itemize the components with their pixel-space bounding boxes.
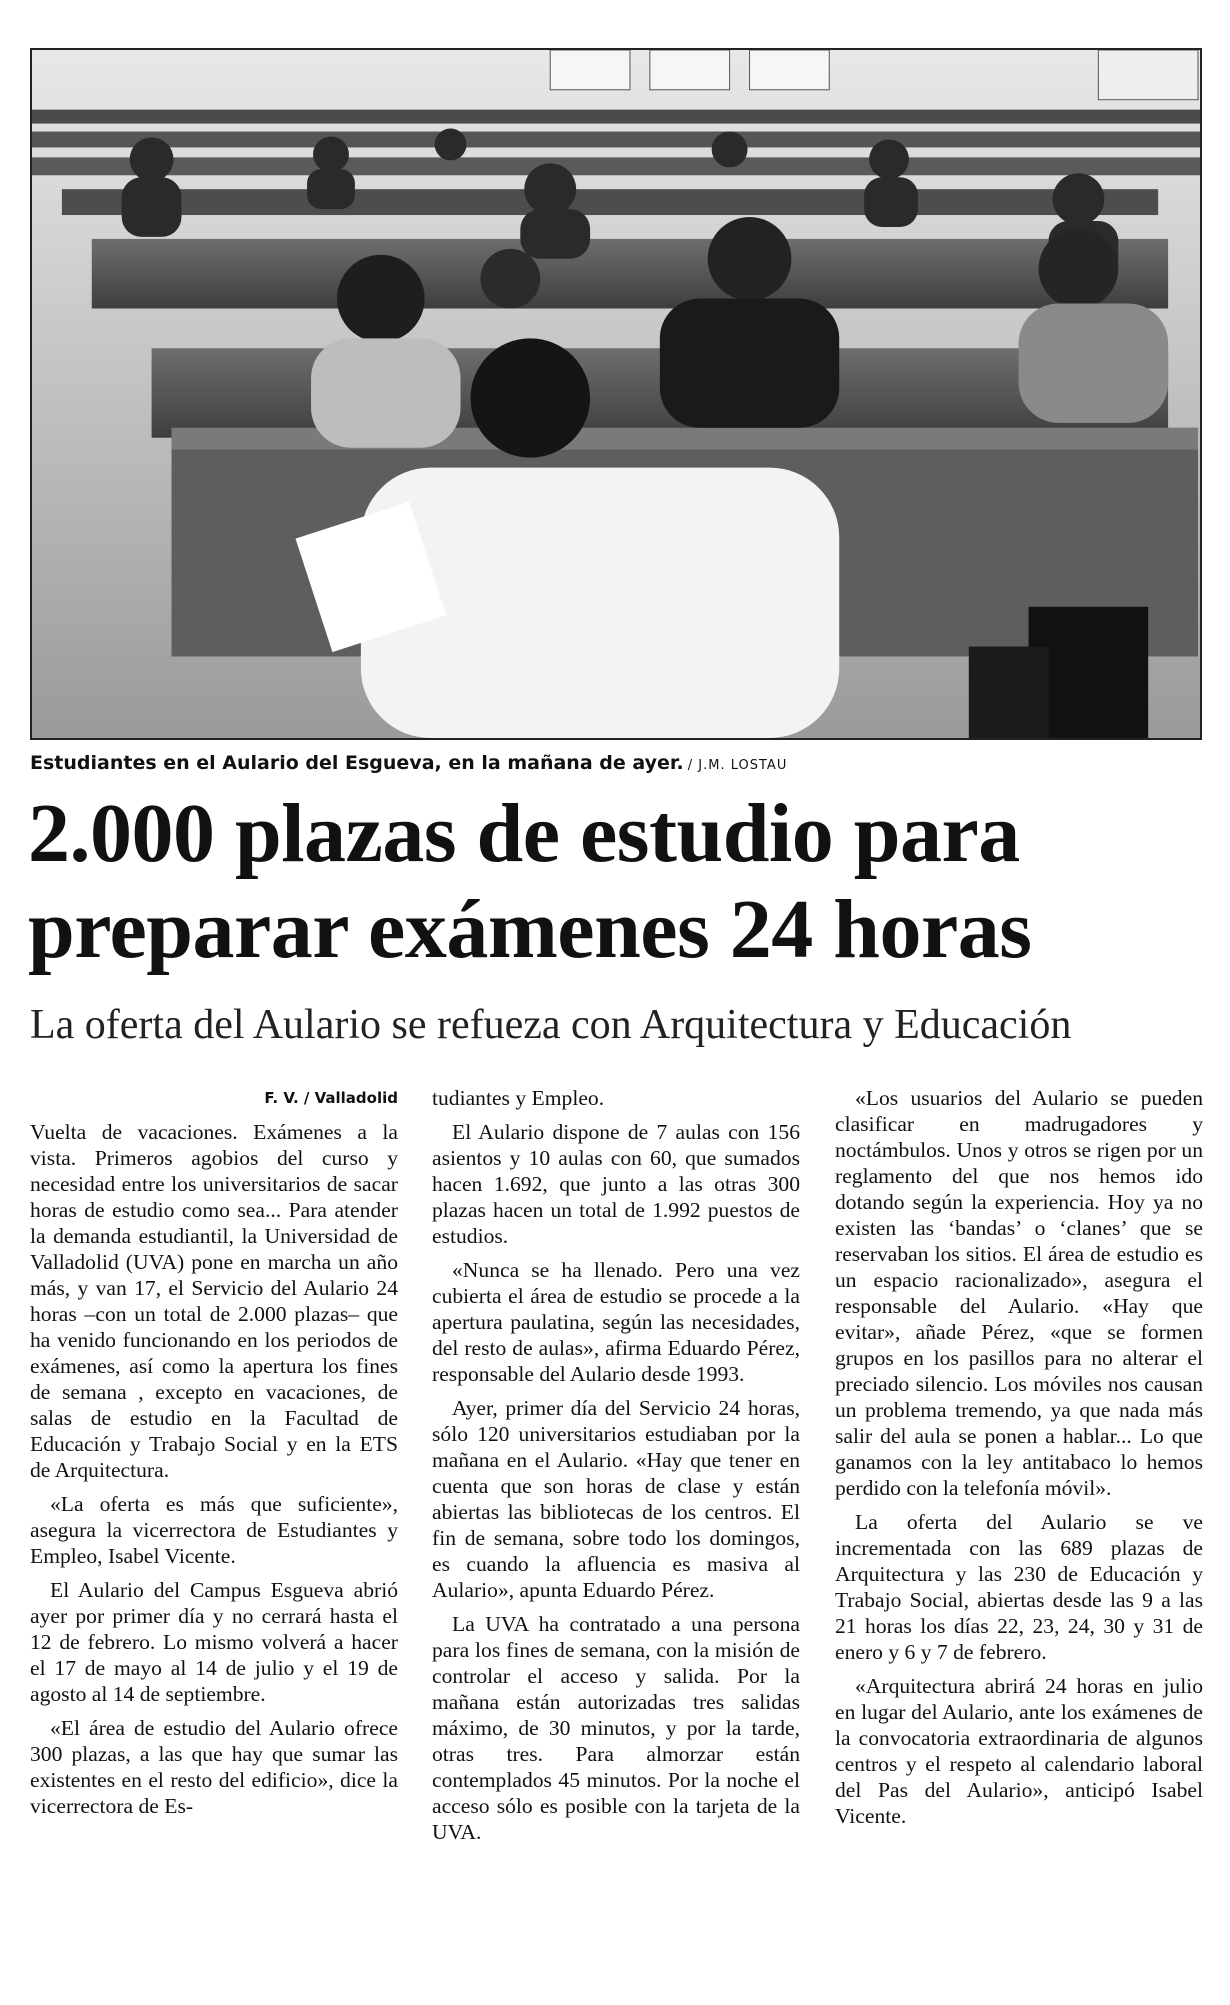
paragraph: «El área de estudio del Aulario ofrece 300 plazas, a las que hay que sumar las existentes en el resto del edificio», dice la vicerrectora de Es- [30, 1716, 398, 1818]
paragraph: «Los usuarios del Aulario se pueden clasificar en madrugadores y noctámbulos. Unos y otros se rigen por un reglamento del que nos hemos ido dotando según la experiencia. Hoy ya no existen las ‘bandas’ o ‘clanes’ que se reservaban los sitios. El área de estudio es un espacio racionalizado», asegura el responsable del Aulario. «Hay que evitar», añade Pérez, «que se formen grupos en los pasillos para no alterar el preciado silencio. Los móviles nos causan un problema tremendo, ya que nada más salir del aula se ponen a hablar... Lo que ganamos con la ley antitabaco lo hemos perdido con la telefonía móvil». [835, 1086, 1203, 1500]
paragraph: «Nunca se ha llenado. Pero una vez cubierta el área de estudio se procede a la apertura paulatina, según las necesidades, del resto de aulas», afirma Eduardo Pérez, responsable del Aulario desde 1993. [432, 1258, 800, 1386]
paragraph: El Aulario dispone de 7 aulas con 156 asientos y 10 aulas con 60, que sumados hacen 1.692, que junto a las otras 300 plazas hacen un total de 1.992 puestos de estudios. [432, 1120, 800, 1248]
paragraph: «Arquitectura abrirá 24 horas en julio en lugar del Aulario, ante los exámenes de la convocatoria extraordinaria de algunos centros y el respeto al calendario laboral del Pas del Aulario», anticipó Isabel Vicente. [835, 1674, 1203, 1828]
photo-credit: / J.M. LOSTAU [687, 758, 788, 773]
paragraph: El Aulario del Campus Esgueva abrió ayer por primer día y no cerrará hasta el 12 de febrero. Lo mismo volverá a hacer el 17 de mayo al 14 de julio y el 19 de agosto al 14 de septiembre. [30, 1578, 398, 1706]
paragraph: La oferta del Aulario se ve incrementada con las 689 plazas de Arquitectura y las 230 de Educación y Trabajo Social, abiertas desde las 9 a las 21 horas los días 22, 23, 24, 30 y 31 de enero y 6 y 7 de febrero. [835, 1510, 1203, 1664]
paragraph: Vuelta de vacaciones. Exámenes a la vista. Primeros agobios del curso y necesidad entre los universitarios de sacar horas de estudio como sea... Para atender la demanda estudiantil, la Universidad de Valladolid (UVA) pone en marcha un año más, y van 17, el Servicio del Aulario 24 horas –con un total de 2.000 plazas– que ha venido funcionando en los periodos de exámenes, así como la apertura los fines de semana , excepto en vacaciones, de salas de estudio en la Facultad de Educación y Trabajo Social y en la ETS de Arquitectura. [30, 1120, 398, 1482]
subtitle: La oferta del Aulario se refueza con Arquitectura y Educación [30, 1002, 1072, 1048]
news-photo [30, 48, 1202, 740]
article-column-1 [30, 1085, 398, 1827]
paragraph: «La oferta es más que suficiente», asegura la vicerrectora de Estudiantes y Empleo, Isabel Vicente. [30, 1492, 398, 1568]
photo-caption [30, 752, 1202, 774]
paragraph: La UVA ha contratado a una persona para los fines de semana, con la misión de controlar el acceso y salida. Por la mañana están autorizadas tres salidas máximo, de 30 minutos, y por la tarde, otras tres. Para almorzar están contemplados 45 minutos. Por la noche el acceso sólo es posible con la tarjeta de la UVA. [432, 1612, 800, 1844]
paragraph: Ayer, primer día del Servicio 24 horas, sólo 120 universitarios estudiaban por la mañana en el Aulario. «Hay que tener en cuenta que son horas de clase y están abiertas las bibliotecas de los centros. El fin de semana, sobre todo los domingos, es cuando la afluencia es masiva al Aulario», apunta Eduardo Pérez. [432, 1396, 800, 1602]
headline-line-1: 2.000 plazas de estudio para [28, 787, 1020, 880]
paragraph: tudiantes y Empleo. [432, 1086, 605, 1110]
caption-text: Estudiantes en el Aulario del Esgueva, en la mañana de ayer. [30, 752, 684, 774]
article-column-2 [432, 1085, 800, 1853]
byline: F. V. / Valladolid [264, 1089, 398, 1107]
headline-line-2: preparar exámenes 24 horas [28, 883, 1032, 976]
headline [28, 786, 1208, 978]
article-column-3 [835, 1085, 1203, 1837]
study-hall-photo [32, 50, 1200, 738]
